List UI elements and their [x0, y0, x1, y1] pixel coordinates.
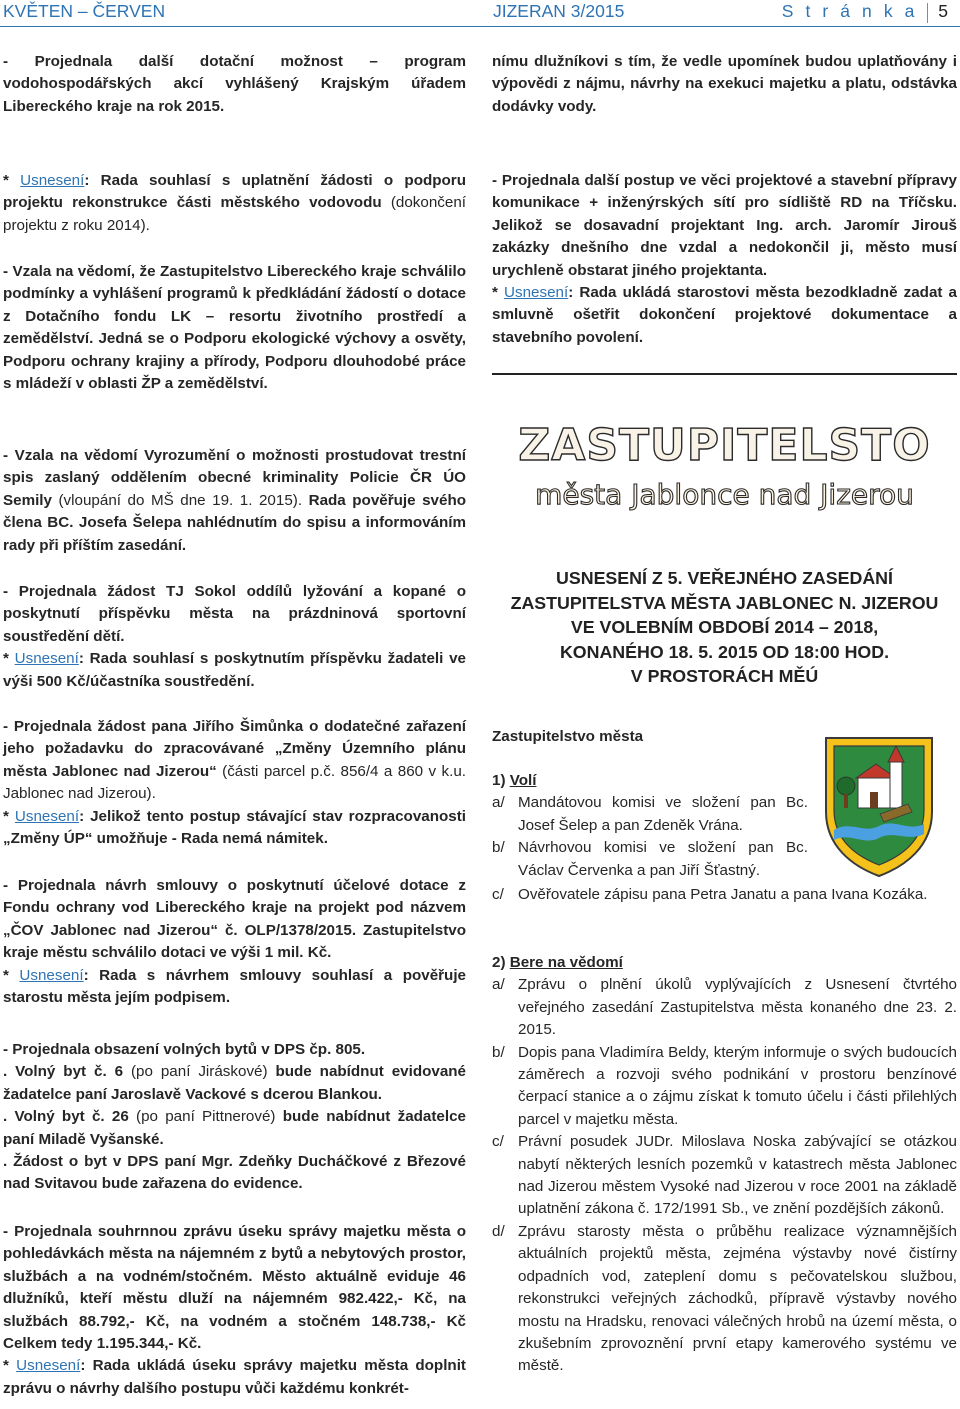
section-number: 2) [492, 954, 510, 971]
list-marker: a/ [492, 976, 505, 994]
list-item [492, 1131, 957, 1221]
paragraph-regional-programs: - Vzala na vědomí, že Zastupitelstvo Libereckého kraje schválilo podmínky a vyhlášení programů k předkládání žádostí o dotace z Dotačního fondu LK – resortu životního prostředí a zemědělství. Jedná se o Podporu ekologické výchovy a osvěty, Podporu ochrany krajiny a přírody, Podporu dlouhodobé práce s mládeží v oblasti ŽP a zemědělství. [3, 263, 466, 393]
list-item-text: Dopis pana Vladimíra Beldy, kterým informuje o svých budoucích záměrech a rozvoji svého podnikání v prostoru benzínové čerpací stanice a o zájmu získat k tomuto účelu i části přilehlých parcel v majetku města. [518, 1043, 957, 1128]
resolution-text: : Rada ukládá úseku správy majetku města doplnit zprávu o návrhy dalšího postupu vůči každému konkrét- [3, 1357, 466, 1397]
paragraph-police-notice [3, 445, 466, 557]
issue-date: KVĚTEN – ČERVEN [3, 1, 166, 21]
resolution-star: * [3, 1357, 17, 1375]
resolution-text: : Rada ukládá starostovi města bezodkladně zadat a smluvně ošetřit dokončení projektové dokumentace a stavebního povolení. [492, 284, 957, 346]
banner-subtitle: města Jablonce nad Jizerou [535, 478, 914, 511]
paragraph-debtors-report [3, 1221, 466, 1400]
resolution-text: : Rada souhlasí s uplatnění žádosti o podporu projektu rekonstrukce části městského vodovodu [3, 172, 466, 212]
resolution-star: * [3, 966, 20, 984]
flat-6-text: bude nabídnut evidované žadatelce paní Jaroslavě Vackové s dcerou Blankou. [3, 1063, 466, 1103]
list-item [492, 837, 808, 882]
section-elects [492, 770, 808, 882]
dps-request-text: . Žádost o byt v DPS paní Mgr. Zdeňky Ducháčkové z Březové nad Svitavou bude zařazena do evidence. [3, 1153, 466, 1193]
resolution-label: Usnesení [16, 1357, 81, 1375]
banner-title: ZASTUPITELSTO [518, 420, 931, 471]
zoning-request-note: (části parcel p.č. 856/4 a 860 v k.u. Jablonec nad Jizerou). [3, 762, 466, 803]
paragraph-zoning-request [3, 716, 466, 850]
list-item-text: Zprávu o plnění úkolů vyplývajících z Usnesení čtvrtého veřejného zasedání Zastupitelstva města konaného dne 23. 2. 2015. [518, 976, 957, 1039]
heading-line: ZASTUPITELSTVA MĚSTA JABLONEC N. JIZEROU [510, 592, 939, 613]
flat-26-note: (po paní Pittnerové) [128, 1108, 276, 1126]
resolution-star: * [3, 807, 15, 825]
list-marker: c/ [492, 886, 504, 903]
list-marker: b/ [492, 1043, 505, 1061]
publication-title: JIZERAN 3/2015 [493, 1, 625, 21]
heading-line: V PROSTORÁCH MĚÚ [630, 666, 819, 687]
paragraph-grant-contract [3, 875, 466, 1009]
page-header [0, 0, 960, 27]
flat-26-label: . Volný byt č. 26 [3, 1108, 129, 1126]
resolution-note: (dokončení projektu z roku 2014). [3, 194, 466, 234]
section-acknowledges-title [492, 952, 957, 974]
council-intro: Zastupitelstvo města [492, 728, 644, 745]
list-item [492, 792, 808, 837]
list-item-text: Návrhovou komisi ve složení pan Bc. Václav Červenka a pan Jiří Šťastný. [518, 839, 808, 879]
council-banner [492, 418, 957, 520]
sokol-request-text: - Projednala žádost TJ Sokol oddílů lyžování a kopané o poskytnutí příspěvku města na prázdninová sportovní soustředění dětí. [3, 583, 466, 645]
flat-6-note: (po paní Jiráskové) [123, 1063, 268, 1081]
list-item-text: Ověřovatele zápisu pana Petra Janatu a pana Ivana Kozáka. [518, 886, 928, 903]
grant-contract-text: - Projednala návrh smlouvy o poskytnutí účelové dotace z Fondu ochrany vod Libereckého kraje na projekt pod názvem „ČOV Jablonec nad Jizerou“ č. OLP/1378/2015. Zastupitelstvo kraje městu schválilo dotaci ve výši 1 mil. Kč. [3, 877, 466, 962]
resolution-label: Usnesení [19, 966, 84, 984]
flat-26-text: bude nabídnut žadatelce paní Miladě Vyšanské. [3, 1108, 466, 1148]
list-marker: a/ [492, 794, 505, 812]
paragraph-project-design [492, 170, 957, 349]
project-design-text: - Projednala další postup ve věci projektové a stavební přípravy komunikace + inženýrských sítí pro sídliště RD na Tříčsku. Jelikož se dosavadní projektant Ing. arch. Jaromír Jirouš zakázky dnešního dne vzdal a nedokončil ji, město musí urychleně obstarat jiného projektanta. [492, 172, 957, 279]
zoning-request-text: - Projednala žádost pana Jiřího Šimůnka o dodatečné zařazení jeho požadavku do zpracovávané „Změny Územního plánu města Jablonec nad Jizerou“ [3, 718, 466, 780]
paragraph-sokol-request [3, 581, 466, 693]
resolution-star: * [3, 650, 15, 668]
resolution-label: Usnesení [14, 807, 80, 825]
resolution-text: : Jelikož tento postup stávající stav rozpracovanosti „Změny ÚP“ umožňuje - Rada nemá námitek. [3, 807, 466, 848]
list-item [492, 884, 957, 906]
list-marker: d/ [492, 1222, 505, 1240]
police-notice-text: - Vzala na vědomí Vyrozumění o možnosti prostudovat trestní spis zaslaný oddělením obecné kriminality Policie ČR ÚO Semily [3, 447, 466, 509]
heading-line: KONANÉHO 18. 5. 2015 OD 18:00 HOD. [559, 641, 890, 662]
section-title: Volí [509, 772, 537, 789]
paragraph-debtors-continued: nímu dlužníkovi s tím, že vedle upomínek budou uplatňovány i výpovědi z nájmu, návrhy na exekuci majetku a platu, odstávka dodávky vody. [492, 53, 957, 115]
paragraph-flats [3, 1039, 466, 1196]
paragraph-resolution-water [3, 170, 466, 237]
police-notice-note: (vloupání do MŠ dne 19. 1. 2015). [51, 491, 303, 509]
list-marker: b/ [492, 839, 505, 857]
list-item [492, 974, 957, 1041]
debtors-report-text: - Projednala souhrnnou zprávu úseku správy majetku města o pohledávkách města na nájemném z bytů a nebytových prostor, službách a na vodném/stočném. Město aktuálně eviduje 46 dlužníků, kteří městu dluží na nájemném 982.422,- Kč, na službách 88.792,- Kč, na vodném a stočném 148.738,- Kč Celkem tedy 1.195.344,- Kč. [3, 1223, 466, 1353]
heading-line: USNESENÍ Z 5. VEŘEJNÉHO ZASEDÁNÍ [556, 568, 893, 588]
resolution-text: : Rada s návrhem smlouvy souhlasí a pověřuje starostu města jejím podpisem. [3, 966, 466, 1007]
page-number: 5 [938, 1, 948, 21]
town-coat-of-arms-icon [820, 734, 938, 880]
section-elects-item-c [492, 884, 957, 906]
police-notice-delegation: Rada pověřuje svého člena BC. Josefa Šelepa nahlédnutím do spisu a informováním rady při příštím zasedání. [3, 491, 467, 554]
list-item [492, 1221, 957, 1378]
heading-line: VE VOLEBNÍM OBDOBÍ 2014 – 2018, [570, 617, 879, 638]
flat-6-label: . Volný byt č. 6 [3, 1063, 124, 1081]
list-item-text: Mandátovou komisi ve složení pan Bc. Josef Šelep a pan Zdeněk Vrána. [518, 794, 808, 834]
section-divider [492, 373, 957, 375]
paragraph-water-grant: - Projednala další dotační možnost – program vodohospodářských akcí vyhlášený Krajským úřadem Libereckého kraje na rok 2015. [3, 53, 466, 115]
list-marker: c/ [492, 1133, 504, 1151]
resolution-label: Usnesení [20, 172, 85, 189]
list-item-text: Právní posudek JUDr. Miloslava Noska zabývající se otázkou nabytí některých lesních pozemků v katastrech města Jablonec nad Jizerou městem Vysoké nad Jizerou v roce 2001 na základě uplatnění zákona č. 172/1991 Sb., ve znění pozdějších zákonů. [518, 1133, 957, 1218]
resolution-label: Usnesení [504, 284, 569, 302]
resolution-star: * [3, 172, 21, 189]
page-label: S t r á n k a [781, 1, 918, 21]
list-item [492, 1042, 957, 1132]
resolution-heading [492, 566, 957, 689]
list-item-text: Zprávu starosty města o průběhu realizace významnějších aktuálních projektů města, zejména výstavby nové čistírny odpadních vod, zateplení domu s pečovatelskou službou, rekonstrukci veřejných záchodků, přípravě výstavby nového mostu na Hradsku, renovaci válečných hrobů na území města, o zkušebním zprovoznění první etapy kamerového systému ve městě. [518, 1222, 957, 1375]
resolution-star: * [492, 284, 505, 302]
section-acknowledges [492, 952, 957, 1378]
section-title: Bere na vědomí [509, 954, 623, 971]
section-number: 1) [492, 772, 510, 789]
flats-intro: - Projednala obsazení volných bytů v DPS čp. 805. [3, 1041, 366, 1058]
header-separator [927, 3, 929, 23]
resolution-label: Usnesení [14, 650, 79, 668]
section-elects-title [492, 770, 808, 792]
resolution-text: : Rada souhlasí s poskytnutím příspěvku žadateli ve výši 500 Kč/účastníka soustředění. [3, 650, 466, 690]
